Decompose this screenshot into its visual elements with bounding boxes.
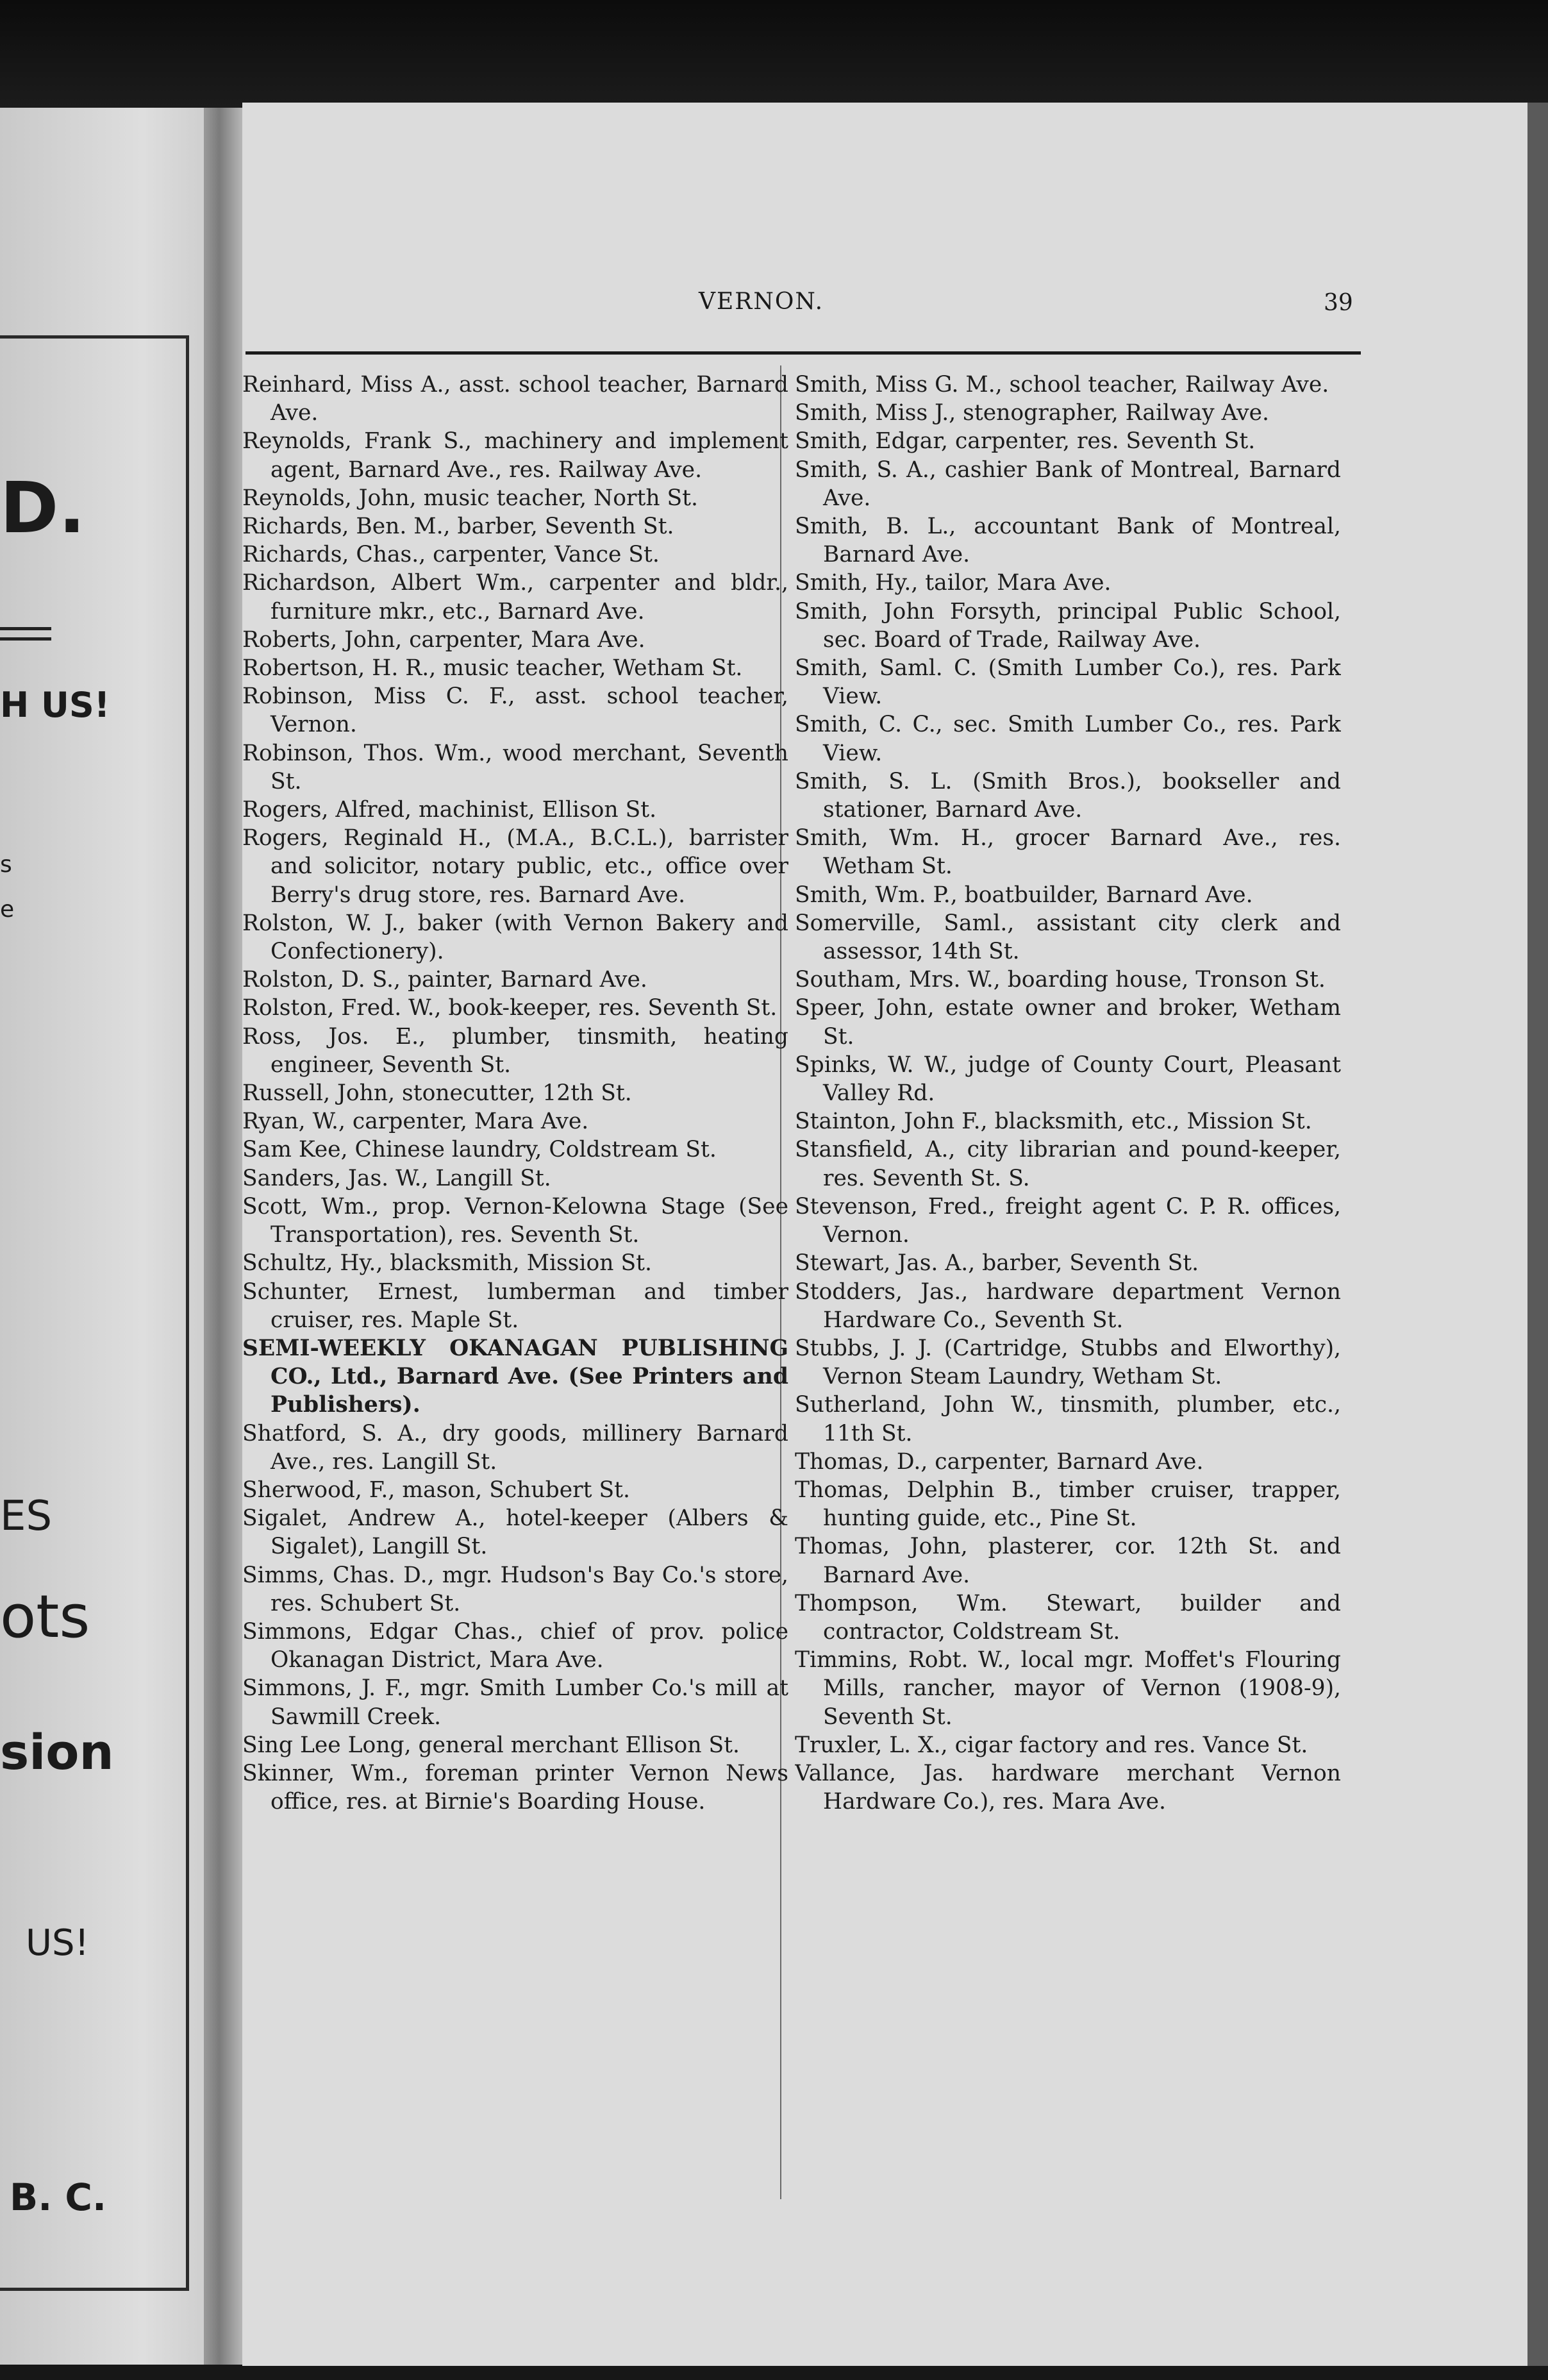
running-head: VERNON. [699, 289, 824, 315]
directory-entry: Sherwood, F., mason, Schubert St. [242, 1477, 630, 1503]
directory-entry: Stewart, Jas. A., barber, Seventh St. [795, 1250, 1199, 1277]
directory-column-right [795, 371, 1341, 2191]
directory-entry: Smith, S. L. (Smith Bros.), bookseller and stationer, Barnard Ave. [795, 768, 1341, 823]
directory-entry: Vallance, Jas. hardware merchant Vernon Hardware Co.), res. Mara Ave. [795, 1760, 1341, 1815]
directory-entry: Smith, Miss J., stenographer, Railway Ave. [795, 400, 1270, 426]
directory-entry: Robinson, Miss C. F., asst. school teacher, Vernon. [242, 683, 788, 738]
directory-entry: Smith, S. A., cashier Bank of Montreal, Barnard Ave. [795, 457, 1341, 511]
left-fragment-1: D. [0, 467, 86, 549]
left-fragment-4: e [0, 896, 15, 923]
directory-entry: Smith, Miss G. M., school teacher, Railway Ave. [795, 372, 1329, 398]
directory-entry: Rolston, D. S., painter, Barnard Ave. [242, 967, 647, 993]
directory-entry: Shatford, S. A., dry goods, millinery Barnard Ave., res. Langill St. [242, 1420, 788, 1475]
directory-entry: Skinner, Wm., foreman printer Vernon News office, res. at Birnie's Boarding House. [242, 1760, 788, 1815]
directory-entry: Thomas, Delphin B., timber cruiser, trapper, hunting guide, etc., Pine St. [795, 1477, 1341, 1532]
left-fragment-5: ES [0, 1493, 53, 1540]
directory-entry: Simms, Chas. D., mgr. Hudson's Bay Co.'s store, res. Schubert St. [242, 1562, 788, 1616]
directory-entry: Richards, Chas., carpenter, Vance St. [242, 542, 660, 568]
directory-entry: Smith, Edgar, carpenter, res. Seventh St. [795, 428, 1256, 455]
directory-entry: Sam Kee, Chinese laundry, Coldstream St. [242, 1137, 717, 1163]
left-fragment-6: ots [0, 1582, 90, 1651]
directory-entry: Truxler, L. X., cigar factory and res. Vance St. [795, 1732, 1308, 1758]
left-fragment-3: s [0, 851, 12, 878]
directory-entry: Smith, Wm. P., boatbuilder, Barnard Ave. [795, 882, 1253, 908]
directory-entry: Ryan, W., carpenter, Mara Ave. [242, 1109, 589, 1135]
directory-column-left [242, 371, 788, 2191]
directory-entry: Smith, John Forsyth, principal Public School, sec. Board of Trade, Railway Ave. [795, 598, 1341, 653]
directory-entry: Rogers, Alfred, machinist, Ellison St. [242, 797, 657, 823]
directory-entry: Russell, John, stonecutter, 12th St. [242, 1080, 632, 1107]
divider [0, 627, 51, 630]
directory-entry: Rolston, Fred. W., book-keeper, res. Seventh St. [242, 995, 778, 1021]
directory-entry: Smith, Saml. C. (Smith Lumber Co.), res. Park View. [795, 655, 1341, 710]
directory-entry: Sing Lee Long, general merchant Ellison St. [242, 1732, 740, 1758]
directory-entry: Stansfield, A., city librarian and pound-keeper, res. Seventh St. S. [795, 1137, 1341, 1191]
directory-entry: Rogers, Reginald H., (M.A., B.C.L.), barrister and solicitor, notary public, etc., office over Berry's drug store, res. Barnard Ave. [242, 825, 788, 908]
directory-entry: Schunter, Ernest, lumberman and timber cruiser, res. Maple St. [242, 1278, 788, 1333]
directory-entry: Richardson, Albert Wm., carpenter and bldr., furniture mkr., etc., Barnard Ave. [242, 570, 788, 624]
scan-border-right [1527, 103, 1548, 2366]
facing-page-left [0, 108, 204, 2365]
directory-entry: Timmins, Robt. W., local mgr. Moffet's Flouring Mills, rancher, mayor of Vernon (1908-9), Seventh St. [795, 1647, 1341, 1730]
page-number: 39 [1324, 290, 1353, 316]
directory-entry: Stodders, Jas., hardware department Vernon Hardware Co., Seventh St. [795, 1278, 1341, 1333]
directory-entry: Speer, John, estate owner and broker, Wetham St. [795, 995, 1341, 1050]
directory-entry: Thompson, Wm. Stewart, builder and contractor, Coldstream St. [795, 1590, 1341, 1645]
directory-entry: Simmons, J. F., mgr. Smith Lumber Co.'s mill at Sawmill Creek. [242, 1675, 788, 1730]
left-fragment-8: US! [26, 1922, 89, 1964]
directory-entry: Stevenson, Fred., freight agent C. P. R. offices, Vernon. [795, 1193, 1341, 1248]
left-fragment-9: B. C. [10, 2175, 107, 2219]
directory-entry: Spinks, W. W., judge of County Court, Pleasant Valley Rd. [795, 1052, 1341, 1107]
directory-entry: Thomas, D., carpenter, Barnard Ave. [795, 1448, 1204, 1475]
directory-entry: Southam, Mrs. W., boarding house, Tronson St. [795, 967, 1326, 993]
directory-entry: Sigalet, Andrew A., hotel-keeper (Albers & Sigalet), Langill St. [242, 1505, 788, 1560]
directory-entry: Scott, Wm., prop. Vernon-Kelowna Stage (See Transportation), res. Seventh St. [242, 1193, 788, 1248]
directory-entry: Thomas, John, plasterer, cor. 12th St. and Barnard Ave. [795, 1534, 1341, 1588]
directory-entry: Ross, Jos. E., plumber, tinsmith, heating engineer, Seventh St. [242, 1023, 788, 1078]
left-fragment-7: sion [0, 1723, 114, 1781]
directory-entry: Sutherland, John W., tinsmith, plumber, etc., 11th St. [795, 1392, 1341, 1446]
book-gutter [204, 108, 242, 2365]
directory-entry: Roberts, John, carpenter, Mara Ave. [242, 626, 645, 653]
directory-entry: Stubbs, J. J. (Cartridge, Stubbs and Elworthy), Vernon Steam Laundry, Wetham St. [795, 1335, 1341, 1390]
directory-entry: Reinhard, Miss A., asst. school teacher, Barnard Ave. [242, 372, 788, 426]
scan-border-top [0, 0, 1548, 115]
divider [0, 637, 51, 641]
directory-entry: Rolston, W. J., baker (with Vernon Bakery and Confectionery). [242, 910, 788, 965]
directory-entry: Smith, Wm. H., grocer Barnard Ave., res. Wetham St. [795, 825, 1341, 880]
directory-entry: Smith, Hy., tailor, Mara Ave. [795, 570, 1111, 596]
directory-entry: Richards, Ben. M., barber, Seventh St. [242, 514, 674, 540]
left-fragment-2: H US! [0, 685, 110, 725]
directory-entry: Simmons, Edgar Chas., chief of prov. police Okanagan District, Mara Ave. [242, 1618, 788, 1673]
directory-entry: Reynolds, John, music teacher, North St. [242, 485, 698, 511]
directory-entry-featured: SEMI-WEEKLY OKANAGAN PUBLISHING CO., Ltd., Barnard Ave. (See Printers and Publishers). [242, 1335, 788, 1418]
directory-entry: Smith, C. C., sec. Smith Lumber Co., res. Park View. [795, 712, 1341, 766]
directory-entry: Sanders, Jas. W., Langill St. [242, 1165, 551, 1191]
directory-entry: Somerville, Saml., assistant city clerk and assessor, 14th St. [795, 910, 1341, 965]
directory-entry: Robertson, H. R., music teacher, Wetham St. [242, 655, 743, 682]
directory-entry: Stainton, John F., blacksmith, etc., Mission St. [795, 1109, 1312, 1135]
header-rule [246, 351, 1361, 355]
directory-entry: Schultz, Hy., blacksmith, Mission St. [242, 1250, 652, 1277]
directory-entry: Smith, B. L., accountant Bank of Montreal, Barnard Ave. [795, 514, 1341, 568]
directory-entry: Robinson, Thos. Wm., wood merchant, Seventh St. [242, 740, 788, 794]
directory-entry: Reynolds, Frank S., machinery and implement agent, Barnard Ave., res. Railway Ave. [242, 428, 788, 483]
